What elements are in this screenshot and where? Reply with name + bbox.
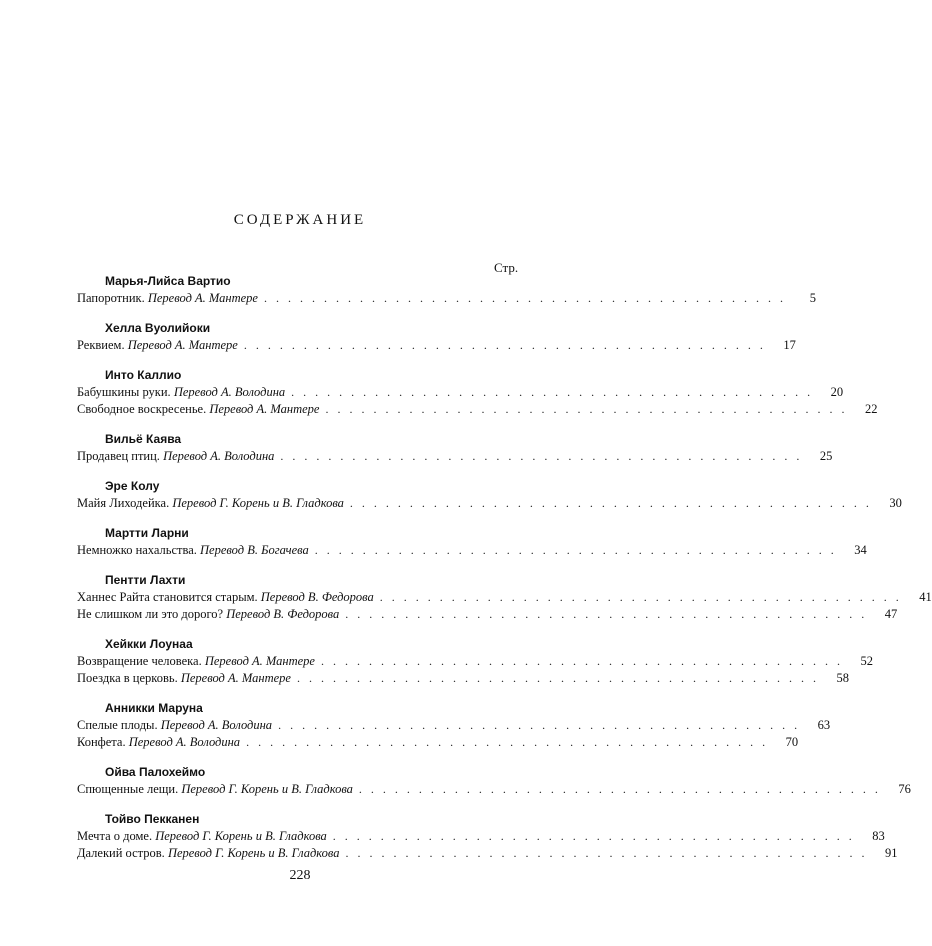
toc-entry [77, 606, 898, 623]
work-title: Поездка в церковь. [77, 671, 178, 685]
translator-credit: Перевод А. Мантере [147, 291, 258, 305]
entry-page-number: 52 [860, 654, 873, 668]
translator-credit: Перевод Г. Корень и В. Гладкова [167, 846, 340, 860]
entry-text [77, 717, 272, 734]
entry-text [77, 828, 327, 845]
author-name: Хелла Вуолийоки [105, 321, 211, 335]
work-title: Спющенные лещи. [77, 782, 179, 796]
entry-page-number: 30 [889, 496, 902, 510]
toc-section [77, 431, 833, 465]
dot-leader: . . . . . . . . . . . . . . . . . . . . . . . . . . . . . . . . . . . . . . . . . . . . [314, 543, 837, 557]
author-name: Мартти Ларни [105, 526, 189, 540]
translator-credit: Перевод А. Володина [128, 735, 241, 749]
work-title: Майя Лиходейка. [77, 496, 170, 510]
entry-page-number: 76 [898, 782, 911, 796]
translator-credit: Перевод А. Мантере [127, 338, 238, 352]
dot-leader: . . . . . . . . . . . . . . . . . . . . . . . . . . . . . . . . . . . . . . . . . . . . [358, 782, 881, 796]
work-title: Мечта о доме. [77, 829, 153, 843]
translator-credit: Перевод А. Володина [163, 449, 275, 463]
entry-page-number: 20 [830, 385, 844, 399]
entry-page-number: 22 [864, 402, 878, 416]
page-number: 228 [289, 868, 311, 883]
toc-section [77, 525, 867, 559]
toc-entry [77, 337, 796, 354]
work-title: Свободное воскресенье. [77, 402, 207, 416]
page-column-label: Стр. [494, 260, 519, 275]
work-title: Не слишком ли это дорого? [77, 607, 224, 621]
toc-section [77, 367, 878, 418]
author-name: Ойва Палохеймо [105, 765, 206, 779]
author-name: Эре Колу [105, 479, 160, 493]
entry-page-number: 34 [854, 543, 867, 557]
work-title: Ханнес Райта становится старым. [77, 590, 258, 604]
entry-text [77, 290, 258, 307]
toc-entry [77, 542, 867, 559]
toc-entry [77, 670, 849, 687]
entry-text [77, 606, 339, 623]
dot-leader: . . . . . . . . . . . . . . . . . . . . . . . . . . . . . . . . . . . . . . . . . . . . [280, 449, 803, 463]
toc-entry [77, 653, 873, 670]
table-of-contents [77, 273, 932, 875]
translator-credit: Перевод А. Володина [160, 718, 273, 732]
toc-entry [77, 828, 885, 845]
translator-credit: Перевод В. Богачева [200, 543, 309, 557]
toc-section [77, 700, 831, 751]
entry-page-number: 17 [783, 338, 796, 352]
entry-text [77, 734, 240, 751]
entry-page-number: 70 [785, 735, 799, 749]
author-name: Анникки Маруна [105, 701, 203, 715]
dot-leader: . . . . . . . . . . . . . . . . . . . . . . . . . . . . . . . . . . . . . . . . . . . . [278, 718, 801, 732]
entry-page-number: 41 [919, 590, 932, 604]
work-title: Конфета. [77, 735, 126, 749]
dot-leader: . . . . . . . . . . . . . . . . . . . . . . . . . . . . . . . . . . . . . . . . . . . . [320, 654, 843, 668]
toc-section [77, 764, 911, 798]
translator-credit: Перевод А. Мантере [209, 402, 320, 416]
work-title: Далекий остров. [77, 846, 165, 860]
dot-leader: . . . . . . . . . . . . . . . . . . . . . . . . . . . . . . . . . . . . . . . . . . . . [243, 338, 766, 352]
toc-entry [77, 734, 799, 751]
entry-text [77, 448, 274, 465]
work-title: Реквием. [77, 338, 125, 352]
translator-credit: Перевод Г. Корень и В. Гладкова [181, 782, 353, 796]
toc-section [77, 636, 873, 687]
entry-text [77, 401, 319, 418]
toc-section [77, 572, 932, 623]
work-title: Немножко нахальства. [77, 543, 197, 557]
dot-leader: . . . . . . . . . . . . . . . . . . . . . . . . . . . . . . . . . . . . . . . . . . . . [379, 590, 902, 604]
toc-entry [77, 781, 911, 798]
toc-entry [77, 495, 902, 512]
page-title: СОДЕРЖАНИЕ [233, 212, 367, 228]
translator-credit: Перевод В. Федорова [260, 590, 374, 604]
toc-section [77, 478, 902, 512]
entry-text [77, 653, 315, 670]
entry-text [77, 781, 353, 798]
dot-leader: . . . . . . . . . . . . . . . . . . . . . . . . . . . . . . . . . . . . . . . . . . . . [291, 385, 814, 399]
toc-section [77, 320, 796, 354]
translator-credit: Перевод А. Мантере [180, 671, 291, 685]
entry-text [77, 495, 344, 512]
entry-text [77, 384, 285, 401]
translator-credit: Перевод А. Володина [173, 385, 286, 399]
translator-credit: Перевод В. Федорова [226, 607, 340, 621]
toc-entry [77, 845, 898, 862]
author-name: Хейкки Лоунаа [105, 637, 193, 651]
dot-leader: . . . . . . . . . . . . . . . . . . . . . . . . . . . . . . . . . . . . . . . . . . . . [332, 829, 855, 843]
author-name: Вильё Каява [105, 432, 182, 446]
translator-credit: Перевод Г. Корень и В. Гладкова [155, 829, 327, 843]
entry-text [77, 845, 340, 862]
entry-page-number: 25 [819, 449, 833, 463]
toc-entry [77, 448, 833, 465]
entry-page-number: 63 [817, 718, 831, 732]
entry-page-number: 58 [836, 671, 849, 685]
work-title: Продавец птиц. [77, 449, 160, 463]
entry-text [77, 670, 291, 687]
work-title: Папоротник. [77, 291, 145, 305]
dot-leader: . . . . . . . . . . . . . . . . . . . . . . . . . . . . . . . . . . . . . . . . . . . . [263, 291, 786, 305]
dot-leader: . . . . . . . . . . . . . . . . . . . . . . . . . . . . . . . . . . . . . . . . . . . . [345, 846, 868, 860]
dot-leader: . . . . . . . . . . . . . . . . . . . . . . . . . . . . . . . . . . . . . . . . . . . . [349, 496, 872, 510]
entry-page-number: 91 [885, 846, 898, 860]
toc-entry [77, 401, 878, 418]
entry-text [77, 589, 374, 606]
author-name: Марья-Лийса Вартио [105, 274, 231, 288]
work-title: Бабушкины руки. [77, 385, 171, 399]
entry-text [77, 337, 238, 354]
dot-leader: . . . . . . . . . . . . . . . . . . . . . . . . . . . . . . . . . . . . . . . . . . . . [325, 402, 848, 416]
work-title: Спелые плоды. [77, 718, 158, 732]
toc-entry [77, 290, 816, 307]
toc-section [77, 273, 816, 307]
work-title: Возвращение человека. [77, 654, 202, 668]
toc-entry [77, 384, 844, 401]
dot-leader: . . . . . . . . . . . . . . . . . . . . . . . . . . . . . . . . . . . . . . . . . . . . [246, 735, 769, 749]
translator-credit: Перевод Г. Корень и В. Гладкова [172, 496, 344, 510]
entry-text [77, 542, 309, 559]
entry-page-number: 83 [872, 829, 885, 843]
author-name: Тойво Пекканен [105, 812, 200, 826]
author-name: Пентти Лахти [105, 573, 186, 587]
toc-entry [77, 717, 831, 734]
dot-leader: . . . . . . . . . . . . . . . . . . . . . . . . . . . . . . . . . . . . . . . . . . . . [345, 607, 868, 621]
toc-entry [77, 589, 932, 606]
entry-page-number: 47 [884, 607, 898, 621]
author-name: Инто Каллио [105, 368, 182, 382]
toc-section [77, 811, 898, 862]
dot-leader: . . . . . . . . . . . . . . . . . . . . . . . . . . . . . . . . . . . . . . . . . . . . [296, 671, 819, 685]
entry-page-number: 5 [809, 291, 816, 305]
translator-credit: Перевод А. Мантере [204, 654, 315, 668]
